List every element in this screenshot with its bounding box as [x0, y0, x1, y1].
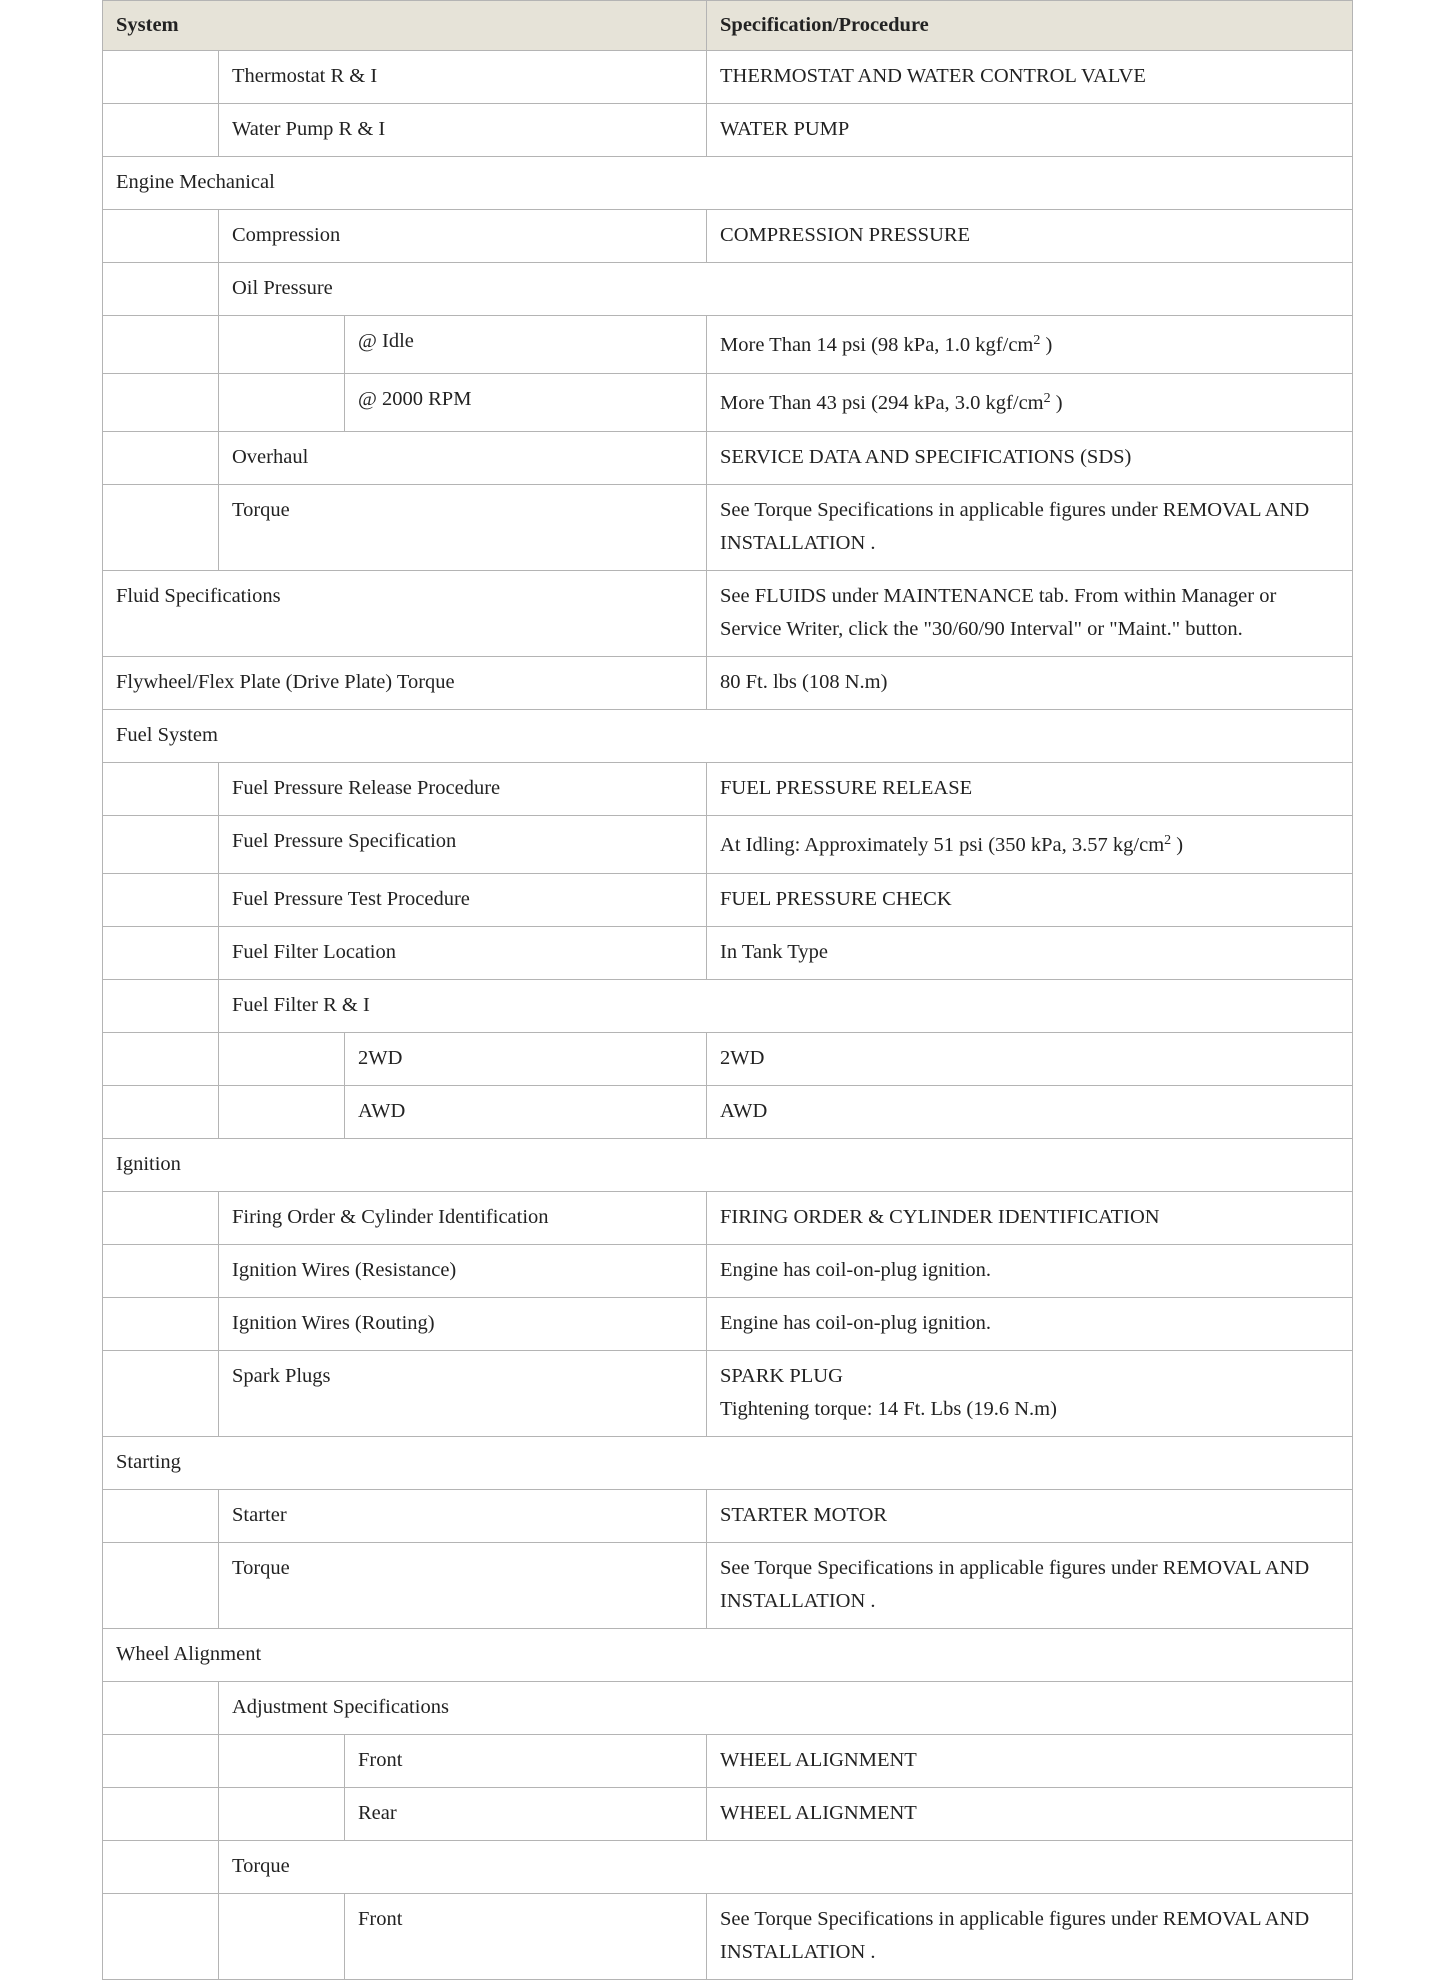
indent-cell — [103, 980, 219, 1033]
section-row — [103, 263, 1353, 316]
table-row — [103, 51, 1353, 104]
table-row — [103, 874, 1353, 927]
table-row — [103, 763, 1353, 816]
section-label: Fuel System — [103, 710, 1353, 763]
indent-cell — [103, 1086, 219, 1139]
spec-text-suffix: ) — [1050, 392, 1063, 414]
indent-cell — [219, 1788, 345, 1841]
system-label: Water Pump R & I — [219, 104, 707, 157]
spec-line: Tightening torque: 14 Ft. Lbs (19.6 N.m) — [720, 1398, 1057, 1420]
specification-cell — [707, 571, 1353, 657]
indent-cell — [103, 1298, 219, 1351]
indent-cell — [103, 1841, 219, 1894]
system-label: Flywheel/Flex Plate (Drive Plate) Torque — [103, 657, 707, 710]
indent-cell — [103, 263, 219, 316]
column-header-specification: Specification/Procedure — [707, 1, 1353, 51]
table-row — [103, 927, 1353, 980]
specification-cell — [707, 816, 1353, 874]
section-row — [103, 1139, 1353, 1192]
indent-cell — [219, 1033, 345, 1086]
indent-cell — [219, 316, 345, 374]
specification-cell — [707, 1086, 1353, 1139]
indent-cell — [219, 1735, 345, 1788]
indent-cell — [103, 432, 219, 485]
system-label: Starter — [219, 1490, 707, 1543]
table-row — [103, 1033, 1353, 1086]
table-row — [103, 432, 1353, 485]
spec-line: Engine has coil-on-plug ignition. — [720, 1259, 992, 1281]
spec-line: SPARK PLUG — [720, 1365, 843, 1387]
table-row — [103, 1245, 1353, 1298]
spec-text-suffix: ) — [1040, 334, 1053, 356]
table-row — [103, 1086, 1353, 1139]
superscript-exponent: 2 — [1043, 391, 1051, 406]
indent-cell — [103, 1351, 219, 1437]
table-row — [103, 210, 1353, 263]
specification-cell — [707, 374, 1353, 432]
table-row — [103, 816, 1353, 874]
system-label: Fuel Pressure Test Procedure — [219, 874, 707, 927]
specification-cell — [707, 210, 1353, 263]
indent-cell — [219, 1086, 345, 1139]
spec-line: Engine has coil-on-plug ignition. — [720, 1312, 992, 1334]
system-label: Fuel Filter Location — [219, 927, 707, 980]
table-row — [103, 1788, 1353, 1841]
specification-cell — [707, 763, 1353, 816]
table-row — [103, 1735, 1353, 1788]
specification-cell — [707, 1298, 1353, 1351]
superscript-exponent: 2 — [1164, 833, 1172, 848]
specification-cell — [707, 1788, 1353, 1841]
spec-line: 80 Ft. lbs (108 N.m) — [720, 671, 888, 693]
section-label: Wheel Alignment — [103, 1629, 1353, 1682]
system-label: Torque — [219, 485, 707, 571]
table-row — [103, 1543, 1353, 1629]
indent-cell — [103, 485, 219, 571]
section-row — [103, 710, 1353, 763]
indent-cell — [103, 874, 219, 927]
system-label: Spark Plugs — [219, 1351, 707, 1437]
specification-cell — [707, 657, 1353, 710]
system-label: Ignition Wires (Resistance) — [219, 1245, 707, 1298]
spec-line: AWD — [720, 1100, 768, 1122]
spec-line: See Torque Specifications in applicable figures under REMOVAL AND INSTALLATION . — [720, 499, 1310, 554]
specification-cell — [707, 1245, 1353, 1298]
section-label: Fuel Filter R & I — [219, 980, 1353, 1033]
indent-cell — [103, 210, 219, 263]
system-label: Thermostat R & I — [219, 51, 707, 104]
specification-cell — [707, 927, 1353, 980]
system-label: Fuel Pressure Specification — [219, 816, 707, 874]
section-label: Oil Pressure — [219, 263, 1353, 316]
specification-cell — [707, 1192, 1353, 1245]
table-row — [103, 1298, 1353, 1351]
indent-cell — [103, 104, 219, 157]
specification-cell — [707, 1033, 1353, 1086]
spec-line: See Torque Specifications in applicable figures under REMOVAL AND INSTALLATION . — [720, 1557, 1310, 1612]
table-header-row — [103, 1, 1353, 51]
system-label: @ Idle — [345, 316, 707, 374]
system-label: @ 2000 RPM — [345, 374, 707, 432]
indent-cell — [103, 1033, 219, 1086]
indent-cell — [103, 1543, 219, 1629]
system-label: Fluid Specifications — [103, 571, 707, 657]
system-label: Front — [345, 1894, 707, 1980]
spec-line: STARTER MOTOR — [720, 1504, 888, 1526]
specification-cell — [707, 874, 1353, 927]
table-row — [103, 1192, 1353, 1245]
spec-line: FUEL PRESSURE RELEASE — [720, 777, 973, 799]
table-row — [103, 374, 1353, 432]
indent-cell — [103, 316, 219, 374]
indent-cell — [103, 1894, 219, 1980]
specification-cell — [707, 1490, 1353, 1543]
system-label: Front — [345, 1735, 707, 1788]
table-row — [103, 104, 1353, 157]
indent-cell — [103, 374, 219, 432]
section-row — [103, 1437, 1353, 1490]
indent-cell — [219, 1894, 345, 1980]
indent-cell — [103, 1192, 219, 1245]
spec-line: FIRING ORDER & CYLINDER IDENTIFICATION — [720, 1206, 1160, 1228]
section-row — [103, 1682, 1353, 1735]
table-row — [103, 657, 1353, 710]
indent-cell — [103, 51, 219, 104]
system-label: Torque — [219, 1543, 707, 1629]
table-row — [103, 1490, 1353, 1543]
indent-cell — [103, 1245, 219, 1298]
table-row — [103, 571, 1353, 657]
indent-cell — [103, 1490, 219, 1543]
spec-line: See Torque Specifications in applicable figures under REMOVAL AND INSTALLATION . — [720, 1908, 1310, 1963]
specification-cell — [707, 104, 1353, 157]
system-label: AWD — [345, 1086, 707, 1139]
specification-table — [102, 0, 1353, 1980]
system-label: Ignition Wires (Routing) — [219, 1298, 707, 1351]
spec-line: In Tank Type — [720, 941, 828, 963]
indent-cell — [103, 816, 219, 874]
section-row — [103, 980, 1353, 1033]
table-row — [103, 1894, 1353, 1980]
table-row — [103, 1351, 1353, 1437]
specification-cell — [707, 51, 1353, 104]
spec-line: 2WD — [720, 1047, 765, 1069]
specification-cell — [707, 1351, 1353, 1437]
system-label: Firing Order & Cylinder Identification — [219, 1192, 707, 1245]
spec-line: THERMOSTAT AND WATER CONTROL VALVE — [720, 65, 1146, 87]
spec-line: SERVICE DATA AND SPECIFICATIONS (SDS) — [720, 446, 1132, 468]
indent-cell — [103, 1682, 219, 1735]
section-row — [103, 1841, 1353, 1894]
table-row — [103, 485, 1353, 571]
system-label: Compression — [219, 210, 707, 263]
system-label: Rear — [345, 1788, 707, 1841]
spec-line: COMPRESSION PRESSURE — [720, 224, 971, 246]
section-label: Torque — [219, 1841, 1353, 1894]
indent-cell — [103, 1788, 219, 1841]
spec-line: WHEEL ALIGNMENT — [720, 1802, 917, 1824]
spec-text: At Idling: Approximately 51 psi (350 kPa, 3.57 kg/cm — [720, 834, 1165, 856]
section-row — [103, 157, 1353, 210]
spec-text-suffix: ) — [1171, 834, 1184, 856]
section-label: Starting — [103, 1437, 1353, 1490]
table-body — [103, 51, 1353, 1980]
specification-cell — [707, 485, 1353, 571]
spec-line: See FLUIDS under MAINTENANCE tab. From within Manager or Service Writer, click the "30/60/90 Interval" or "Maint." button. — [720, 585, 1277, 640]
spec-text: More Than 43 psi (294 kPa, 3.0 kgf/cm — [720, 392, 1044, 414]
specification-cell — [707, 1735, 1353, 1788]
spec-text: More Than 14 psi (98 kPa, 1.0 kgf/cm — [720, 334, 1034, 356]
section-label: Ignition — [103, 1139, 1353, 1192]
system-label: 2WD — [345, 1033, 707, 1086]
section-label: Engine Mechanical — [103, 157, 1353, 210]
specification-cell — [707, 432, 1353, 485]
spec-line: FUEL PRESSURE CHECK — [720, 888, 952, 910]
system-label: Overhaul — [219, 432, 707, 485]
column-header-system: System — [103, 1, 707, 51]
specification-cell — [707, 1543, 1353, 1629]
indent-cell — [103, 1735, 219, 1788]
section-label: Adjustment Specifications — [219, 1682, 1353, 1735]
indent-cell — [103, 927, 219, 980]
superscript-exponent: 2 — [1033, 333, 1041, 348]
specification-cell — [707, 316, 1353, 374]
spec-line: WHEEL ALIGNMENT — [720, 1749, 917, 1771]
indent-cell — [103, 763, 219, 816]
indent-cell — [219, 374, 345, 432]
specification-cell — [707, 1894, 1353, 1980]
spec-line: WATER PUMP — [720, 118, 850, 140]
system-label: Fuel Pressure Release Procedure — [219, 763, 707, 816]
table-row — [103, 316, 1353, 374]
section-row — [103, 1629, 1353, 1682]
